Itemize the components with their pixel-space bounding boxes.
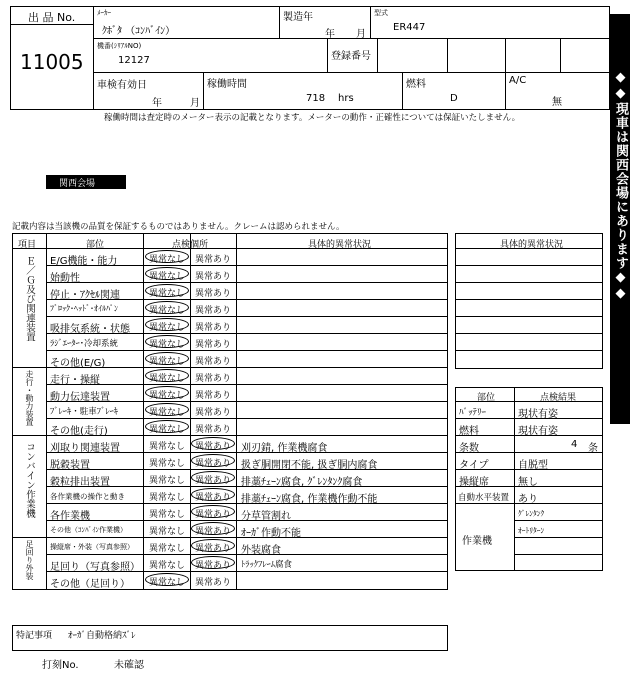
abnormal-option: 異常あり bbox=[195, 578, 232, 588]
abnormal-option: 異常あり bbox=[195, 510, 232, 520]
spec-autolevel-value: あり bbox=[518, 494, 538, 505]
selection-circle bbox=[191, 505, 235, 518]
spec-work-label: 作業機 bbox=[462, 536, 492, 547]
row-part: 刈取り関連装置 bbox=[50, 443, 120, 454]
abnormal-option: 異常あり bbox=[195, 527, 232, 537]
normal-option: 異常なし bbox=[149, 289, 186, 299]
normal-option: 異常なし bbox=[149, 510, 186, 520]
selection-circle bbox=[191, 471, 235, 484]
selection-circle bbox=[145, 318, 189, 331]
row-detail: 排藁ﾁｪｰﾝ腐食, 作業機作動不能 bbox=[241, 494, 378, 505]
row-part: その他（ｺﾝﾊﾞｲﾝ作業機） bbox=[50, 526, 127, 534]
row-part: 操縦席・外装（写真参照） bbox=[50, 543, 134, 551]
abnormal-option: 異常あり bbox=[195, 306, 232, 316]
header-check: 点検個所 bbox=[172, 240, 209, 250]
row-part: 始動性 bbox=[50, 273, 80, 284]
selection-circle bbox=[191, 539, 235, 552]
selection-circle bbox=[145, 369, 189, 382]
row-detail: ｵｰｶﾞ作動不能 bbox=[241, 528, 301, 539]
spec-rows-label: 条数 bbox=[459, 443, 479, 454]
spec-part-header: 部位 bbox=[477, 393, 496, 403]
row-part: 停止・ｱｸｾﾙ関連 bbox=[50, 290, 120, 301]
fuel-value: D bbox=[450, 93, 458, 104]
normal-option: 異常なし bbox=[149, 272, 186, 282]
spec-battery-label: ﾊﾞｯﾃﾘｰ bbox=[459, 408, 487, 418]
row-detail: 排藁ﾁｪｰﾝ腐食, ｸﾞﾚﾝﾀﾝｸ腐食 bbox=[241, 477, 363, 488]
normal-option: 異常なし bbox=[149, 459, 186, 469]
abnormal-option: 異常あり bbox=[195, 408, 232, 418]
selection-circle bbox=[191, 454, 235, 467]
row-detail: 扱ぎ胴開閉不能, 扱ぎ胴内腐食 bbox=[241, 460, 378, 471]
special-label: 特記事項 bbox=[16, 631, 53, 641]
inspection-month-unit: 月 bbox=[190, 98, 200, 109]
hours-unit: hrs bbox=[338, 93, 354, 104]
normal-option: 異常なし bbox=[149, 340, 186, 350]
abnormal-option: 異常あり bbox=[195, 391, 232, 401]
normal-option: 異常なし bbox=[149, 357, 186, 367]
year-unit: 年 bbox=[325, 29, 335, 40]
row-part: ﾗｼﾞｴｰﾀｰ･冷却系統 bbox=[50, 339, 119, 349]
group-engine: Ｅ／Ｇ及び関連装置 bbox=[23, 256, 35, 342]
normal-option: 異常なし bbox=[149, 561, 186, 571]
selection-circle bbox=[145, 573, 189, 586]
lot-number: 11005 bbox=[20, 50, 84, 74]
row-part: 動力伝達装置 bbox=[50, 392, 110, 403]
row-part: 脱穀装置 bbox=[50, 460, 90, 471]
fuel-label: 燃料 bbox=[406, 79, 426, 90]
model-value: ER447 bbox=[393, 22, 426, 33]
normal-option: 異常なし bbox=[149, 391, 186, 401]
stamp-label: 打刻No. bbox=[42, 660, 79, 671]
normal-option: 異常なし bbox=[149, 374, 186, 384]
side-banner-text: ◆◆現車は関西会場にあります◆◆ bbox=[613, 70, 628, 302]
serial-label: 機番(ｼﾘｱﾙNO) bbox=[97, 42, 142, 50]
row-detail: 分草管割れ bbox=[241, 511, 291, 522]
group-drive: 走行・動力装置 bbox=[25, 370, 34, 426]
spec-type-label: タイプ bbox=[459, 460, 489, 471]
row-detail: ﾄﾗｯｸﾌﾚｰﾑ腐食 bbox=[241, 560, 293, 570]
row-detail: 刈刃錆, 作業機腐食 bbox=[241, 443, 328, 454]
side-banner bbox=[610, 14, 630, 424]
group-combine: コンバイン作業機 bbox=[23, 442, 35, 518]
ac-value: 無 bbox=[552, 97, 562, 108]
inspection-year-unit: 年 bbox=[152, 98, 162, 109]
row-part: 各作業機の操作と動き bbox=[50, 492, 125, 501]
row-part: ﾌﾞﾛｯｸ･ﾍｯﾄﾞ･ｵｲﾙﾊﾟﾝ bbox=[50, 304, 118, 313]
row-part: その他（足回り） bbox=[50, 579, 130, 590]
normal-option: 異常なし bbox=[149, 306, 186, 316]
normal-option: 異常なし bbox=[149, 527, 186, 537]
normal-option: 異常なし bbox=[149, 442, 186, 452]
row-part: 穀粒排出装置 bbox=[50, 477, 110, 488]
row-part: 足回り（写真参照） bbox=[50, 562, 140, 573]
hours-value: 718 bbox=[306, 93, 326, 104]
row-part: 吸排気系統・状態 bbox=[50, 324, 130, 335]
normal-option: 異常なし bbox=[149, 255, 186, 265]
abnormal-option: 異常あり bbox=[195, 323, 232, 333]
hours-label: 稼働時間 bbox=[207, 79, 247, 90]
abnormal-option: 異常あり bbox=[195, 289, 232, 299]
selection-circle bbox=[145, 267, 189, 280]
disclaimer: 記載内容は当該機の品質を保証するものではありません。クレームは認められません。 bbox=[12, 222, 345, 232]
month-unit: 月 bbox=[356, 29, 366, 40]
normal-option: 異常なし bbox=[149, 493, 186, 503]
header-part: 部位 bbox=[86, 240, 105, 250]
row-part: その他(走行) bbox=[50, 426, 108, 437]
selection-circle bbox=[191, 556, 235, 569]
spec-auto-return: ｵｰﾄﾘﾀｰﾝ bbox=[518, 526, 545, 535]
venue-badge-text: 関西会場 bbox=[59, 179, 96, 189]
selection-circle bbox=[145, 386, 189, 399]
venue-badge bbox=[46, 175, 126, 189]
abnormal-option: 異常あり bbox=[195, 459, 232, 469]
serial-value: 12127 bbox=[118, 55, 150, 66]
abnormal-option: 異常あり bbox=[195, 357, 232, 367]
selection-circle bbox=[145, 335, 189, 348]
model-label: 型式 bbox=[374, 9, 388, 17]
abnormal-option: 異常あり bbox=[195, 493, 232, 503]
year-label: 製造年 bbox=[283, 12, 313, 23]
selection-circle bbox=[145, 284, 189, 297]
selection-circle bbox=[145, 301, 189, 314]
right-detail-header: 具体的異常状況 bbox=[500, 240, 564, 250]
selection-circle bbox=[145, 352, 189, 365]
row-part: 各作業機 bbox=[50, 511, 90, 522]
stamp-value: 未確認 bbox=[114, 660, 144, 671]
selection-circle bbox=[145, 250, 189, 263]
spec-result-header: 点検結果 bbox=[540, 393, 577, 403]
selection-circle bbox=[191, 437, 235, 450]
row-part: ﾌﾞﾚｰｷ・駐車ﾌﾞﾚｰｷ bbox=[50, 407, 119, 417]
row-part: E/G機能・能力 bbox=[50, 256, 118, 267]
ac-label: A/C bbox=[509, 75, 527, 86]
abnormal-option: 異常あり bbox=[195, 425, 232, 435]
right-detail-box bbox=[455, 233, 603, 369]
abnormal-option: 異常あり bbox=[195, 340, 232, 350]
normal-option: 異常なし bbox=[149, 476, 186, 486]
row-detail: 外装腐食 bbox=[241, 545, 281, 556]
maker-value: ｸﾎﾞﾀ （ｺﾝﾊﾞｲﾝ） bbox=[102, 26, 176, 37]
spec-cabin-label: 操縦席 bbox=[459, 477, 489, 488]
abnormal-option: 異常あり bbox=[195, 374, 232, 384]
spec-rows-unit: 条 bbox=[588, 443, 598, 454]
normal-option: 異常なし bbox=[149, 425, 186, 435]
abnormal-option: 異常あり bbox=[195, 272, 232, 282]
row-part: その他(E/G) bbox=[50, 358, 106, 369]
header-item: 項目 bbox=[18, 240, 37, 250]
selection-circle bbox=[191, 522, 235, 535]
abnormal-option: 異常あり bbox=[195, 442, 232, 452]
lot-label: 出 品 No. bbox=[28, 11, 76, 24]
special-value: ｵｰｶﾞ自動格納ｽﾞﾚ bbox=[68, 631, 136, 641]
maker-label: ﾒｰｶｰ bbox=[97, 9, 111, 17]
selection-circle bbox=[145, 403, 189, 416]
spec-battery-value: 現状有姿 bbox=[518, 409, 558, 420]
inspection-label: 車検有効日 bbox=[97, 80, 147, 91]
spec-fuel-value: 現状有姿 bbox=[518, 426, 558, 437]
spec-rows-value: 4 bbox=[571, 439, 578, 450]
spec-autolevel-label: 自動水平装置 bbox=[458, 493, 510, 503]
spec-type-value: 自脱型 bbox=[518, 460, 548, 471]
selection-circle bbox=[191, 488, 235, 501]
normal-option: 異常なし bbox=[149, 544, 186, 554]
row-part: 走行・操縦 bbox=[50, 375, 100, 386]
selection-circle bbox=[145, 420, 189, 433]
normal-option: 異常なし bbox=[149, 408, 186, 418]
abnormal-option: 異常あり bbox=[195, 544, 232, 554]
normal-option: 異常なし bbox=[149, 323, 186, 333]
reg-label: 登録番号 bbox=[331, 51, 371, 62]
spec-grain-tank: ｸﾞﾚﾝﾀﾝｸ bbox=[518, 509, 545, 518]
normal-option: 異常なし bbox=[149, 578, 186, 588]
hours-notice: 稼働時間は査定時のメーター表示の記載となります。メーターの動作・正確性については保証いたしません。 bbox=[104, 113, 521, 123]
abnormal-option: 異常あり bbox=[195, 561, 232, 571]
abnormal-option: 異常あり bbox=[195, 476, 232, 486]
header-detail: 具体的異常状況 bbox=[308, 240, 372, 250]
group-feet: 足回り外装 bbox=[25, 540, 34, 580]
spec-cabin-value: 無し bbox=[518, 477, 538, 488]
spec-fuel-label: 燃料 bbox=[459, 426, 479, 437]
abnormal-option: 異常あり bbox=[195, 255, 232, 265]
